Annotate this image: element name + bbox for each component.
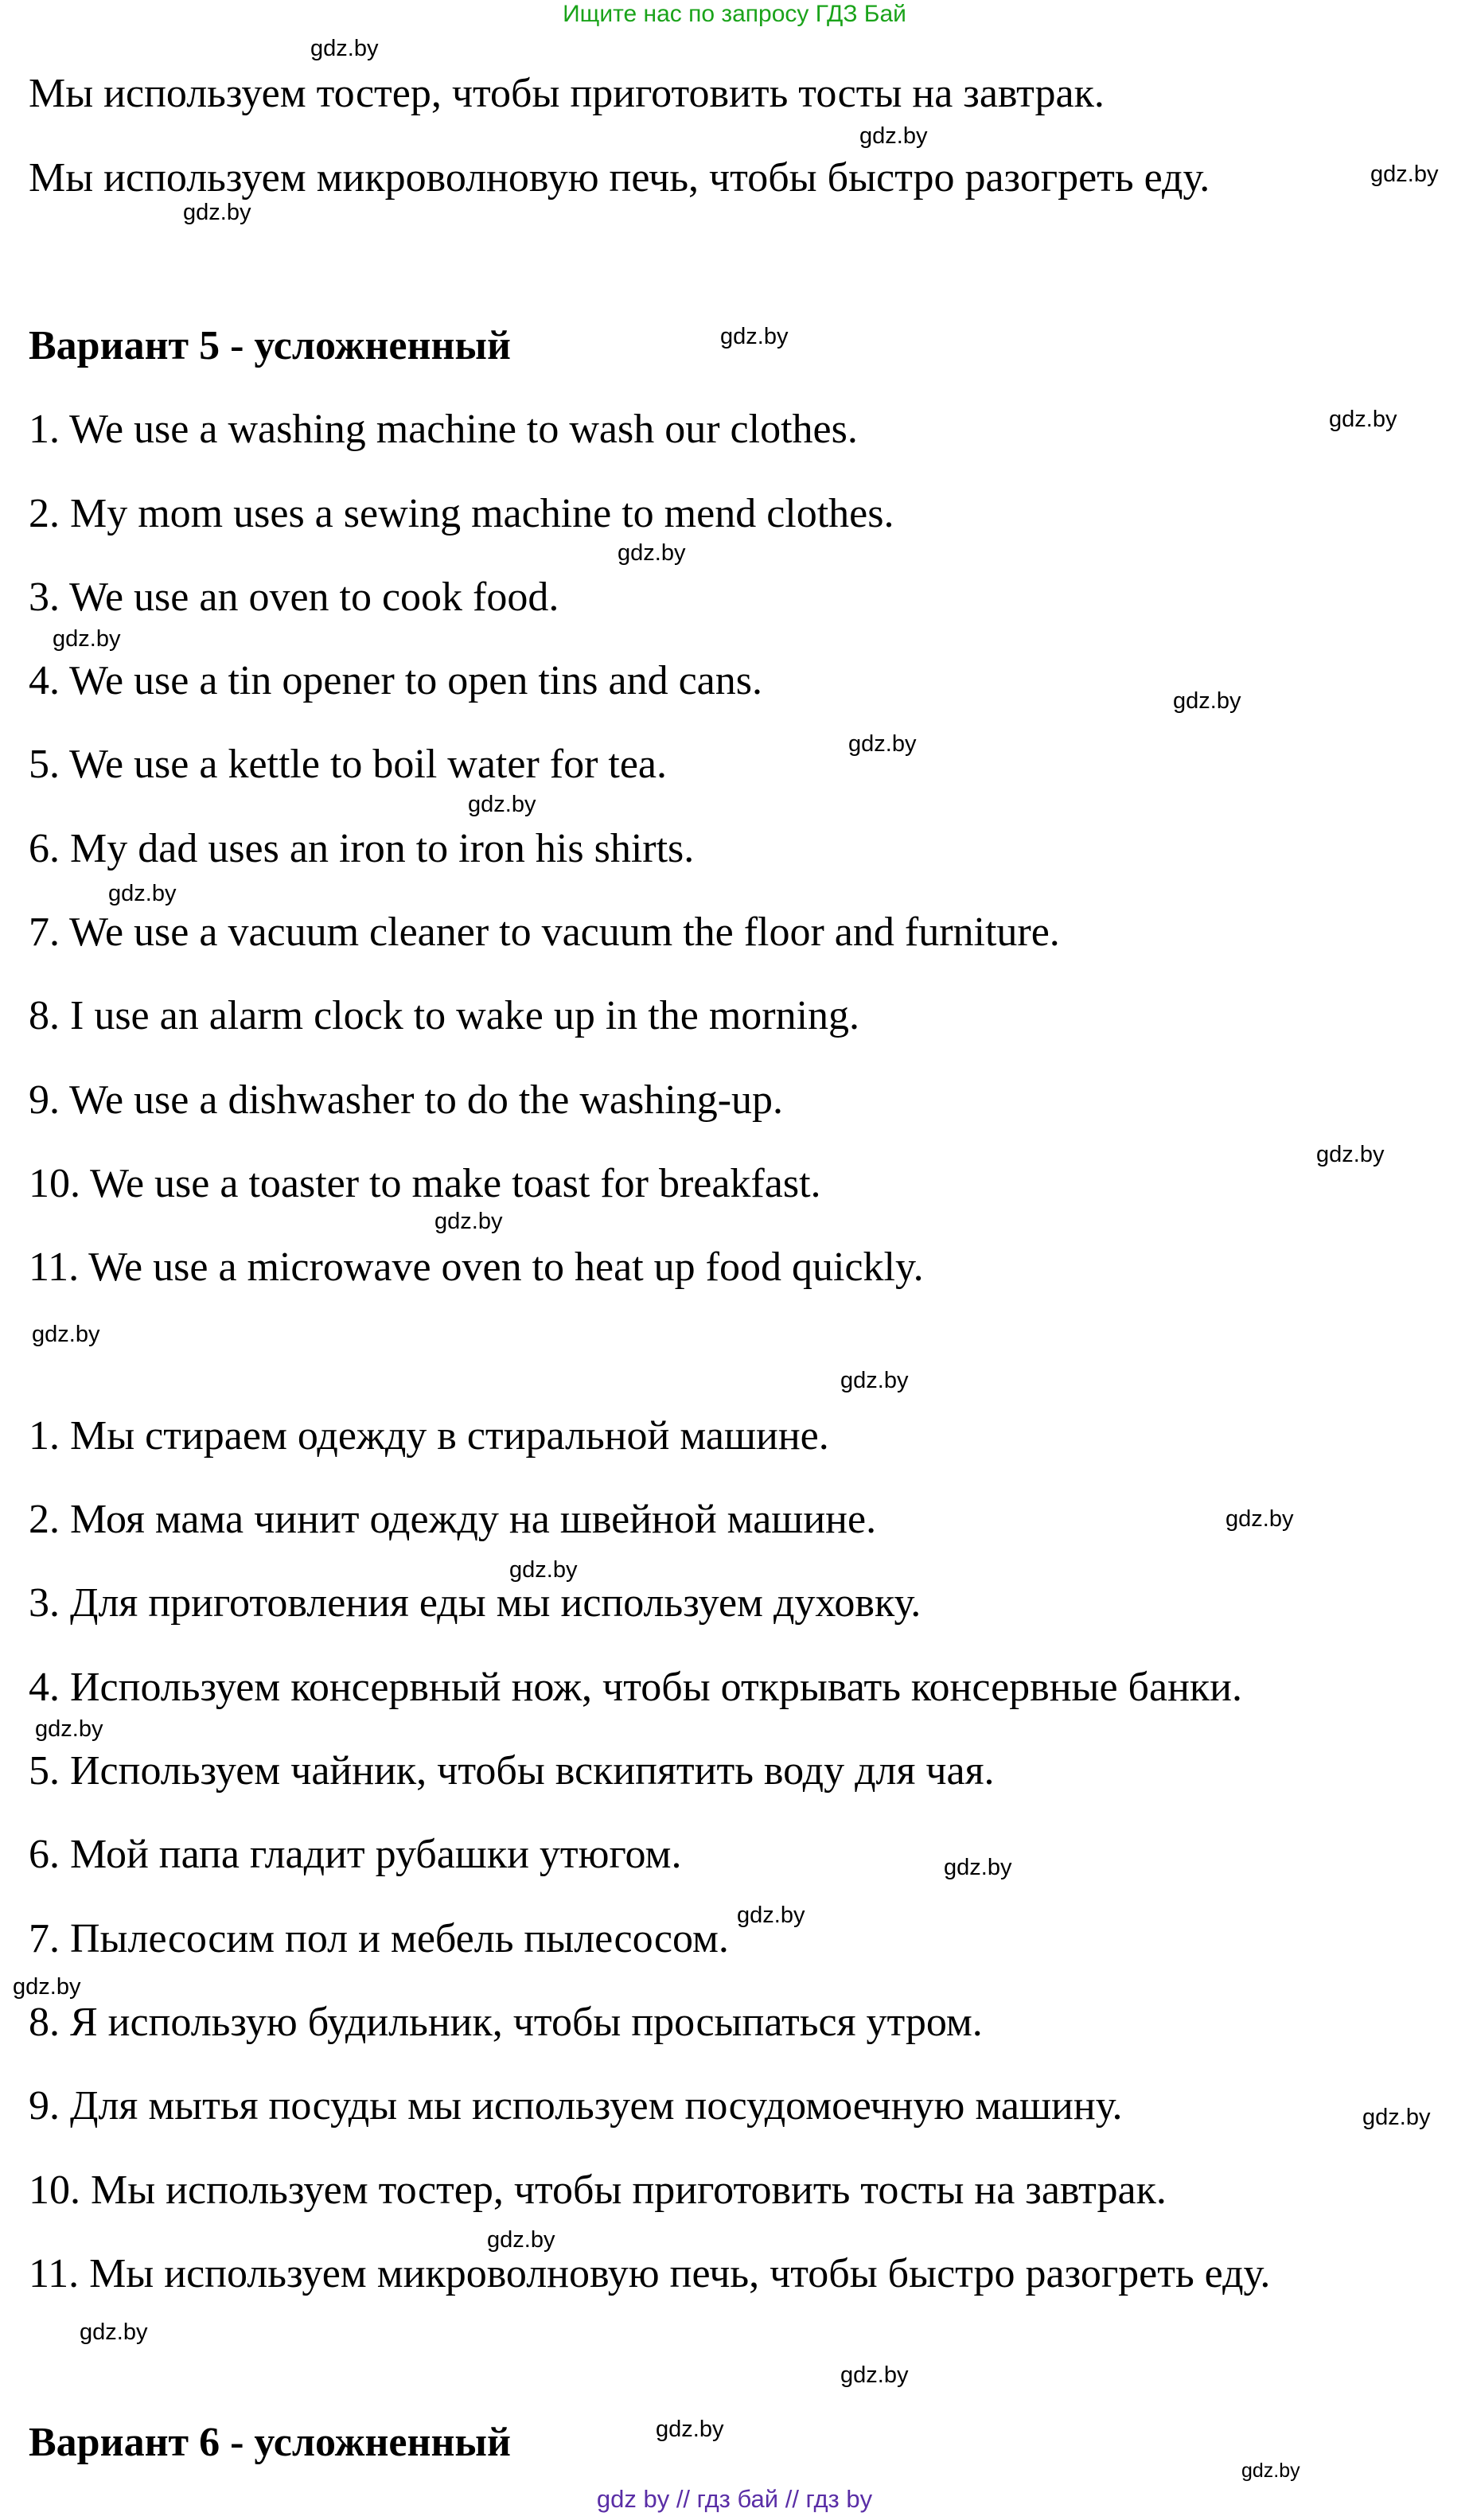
english-item-9: 9. We use a dishwasher to do the washing-up.: [29, 1077, 784, 1123]
watermark: gdz.by: [840, 1368, 909, 1393]
watermark: gdz.by: [1362, 2105, 1431, 2130]
watermark: gdz.by: [618, 540, 686, 566]
variant-5-heading: Вариант 5 - усложненный: [29, 323, 511, 368]
watermark: gdz.by: [1329, 407, 1397, 432]
russian-item-7: 7. Пылесосим пол и мебель пылесосом.: [29, 1916, 729, 1961]
english-item-7: 7. We use a vacuum cleaner to vacuum the floor and furniture.: [29, 909, 1060, 955]
russian-item-1: 1. Мы стираем одежду в стиральной машине.: [29, 1413, 829, 1459]
watermark: gdz.by: [1316, 1142, 1385, 1167]
top-search-link[interactable]: Ищите нас по запросу ГДЗ Бай: [563, 1, 906, 27]
watermark: gdz.by: [1225, 1506, 1294, 1532]
watermark: gdz.by: [487, 2227, 555, 2253]
watermark: gdz.by: [1241, 2460, 1300, 2482]
russian-item-10: 10. Мы используем тостер, чтобы приготовить тосты на завтрак.: [29, 2168, 1167, 2213]
english-item-5: 5. We use a kettle to boil water for tea.: [29, 742, 668, 787]
english-item-2: 2. My mom uses a sewing machine to mend clothes.: [29, 491, 894, 536]
watermark: gdz.by: [32, 1322, 100, 1347]
watermark: gdz.by: [183, 200, 251, 225]
watermark: gdz.by: [80, 2319, 148, 2345]
english-item-6: 6. My dad uses an iron to iron his shirts.: [29, 826, 695, 871]
watermark: gdz.by: [108, 881, 177, 906]
russian-item-2: 2. Моя мама чинит одежду на швейной машине.: [29, 1497, 877, 1542]
english-item-10: 10. We use a toaster to make toast for breakfast.: [29, 1161, 821, 1206]
english-item-4: 4. We use a tin opener to open tins and cans.: [29, 658, 762, 703]
russian-item-9: 9. Для мытья посуды мы используем посудомоечную машину.: [29, 2083, 1123, 2129]
watermark: gdz.by: [468, 792, 536, 817]
bottom-links[interactable]: gdz by // гдз бай // гдз by: [596, 2485, 873, 2513]
russian-item-3: 3. Для приготовления еды мы используем духовку.: [29, 1580, 922, 1626]
watermark: gdz.by: [53, 626, 121, 652]
russian-item-8: 8. Я использую будильник, чтобы просыпаться утром.: [29, 2000, 983, 2045]
variant-6-heading: Вариант 6 - усложненный: [29, 2420, 511, 2465]
intro-line-2: Мы используем микроволновую печь, чтобы быстро разогреть еду.: [29, 155, 1210, 201]
watermark: gdz.by: [720, 324, 789, 349]
english-item-8: 8. I use an alarm clock to wake up in the morning.: [29, 993, 860, 1038]
watermark: gdz.by: [13, 1974, 81, 2000]
intro-line-1: Мы используем тостер, чтобы приготовить тосты на завтрак.: [29, 71, 1105, 116]
watermark: gdz.by: [35, 1716, 103, 1742]
watermark: gdz.by: [1173, 688, 1241, 714]
watermark: gdz.by: [859, 123, 928, 149]
russian-item-6: 6. Мой папа гладит рубашки утюгом.: [29, 1832, 682, 1877]
watermark: gdz.by: [310, 36, 379, 61]
english-item-3: 3. We use an oven to cook food.: [29, 574, 559, 620]
watermark: gdz.by: [656, 2417, 724, 2442]
watermark: gdz.by: [1370, 162, 1439, 187]
russian-item-5: 5. Используем чайник, чтобы вскипятить воду для чая.: [29, 1748, 995, 1794]
watermark: gdz.by: [944, 1855, 1012, 1880]
russian-item-11: 11. Мы используем микроволновую печь, чтобы быстро разогреть еду.: [29, 2251, 1271, 2296]
watermark: gdz.by: [840, 2362, 909, 2388]
russian-item-4: 4. Используем консервный нож, чтобы открывать консервные банки.: [29, 1665, 1243, 1710]
watermark: gdz.by: [509, 1557, 578, 1583]
watermark: gdz.by: [737, 1903, 805, 1928]
watermark: gdz.by: [434, 1209, 503, 1234]
watermark: gdz.by: [848, 731, 917, 757]
english-item-11: 11. We use a microwave oven to heat up food quickly.: [29, 1244, 924, 1290]
english-item-1: 1. We use a washing machine to wash our clothes.: [29, 407, 858, 452]
